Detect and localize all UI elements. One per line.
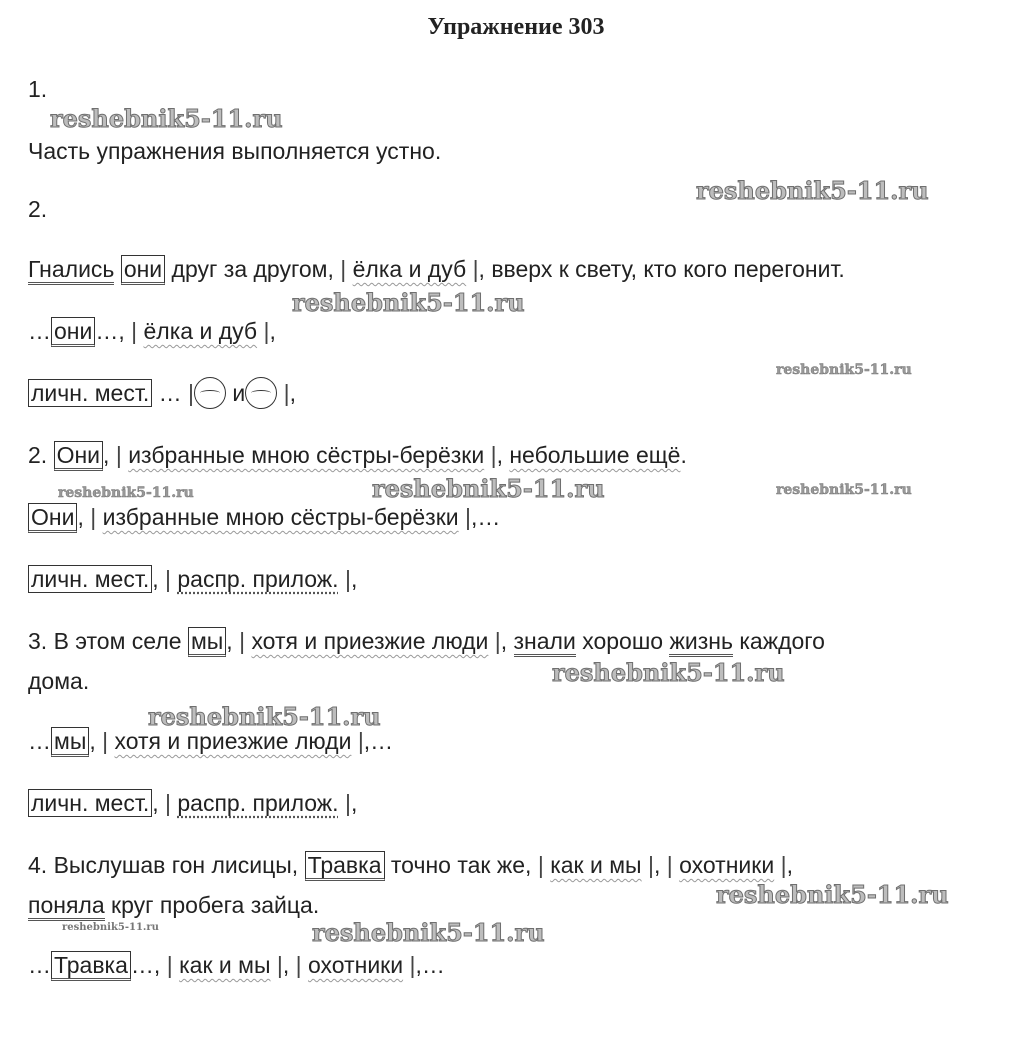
scheme-3b: личн. мест. , | распр. прилож. |, xyxy=(28,788,357,818)
watermark: reshebnik5-11.ru xyxy=(372,474,605,503)
watermark: reshebnik5-11.ru xyxy=(58,485,194,501)
subject: Они xyxy=(54,441,103,471)
sentence-4-line-2: поняла круг пробега зайца. xyxy=(28,890,319,920)
scheme-2b: личн. мест. , | распр. прилож. |, xyxy=(28,564,357,594)
subject: они xyxy=(121,255,165,285)
apposition: избранные мною сёстры-берёзки xyxy=(128,442,485,468)
part1-number: 1. xyxy=(28,76,48,102)
sentence-1: Гнались они друг за другом, | ёлка и дуб |, вверх к свету, кто кого перегонит. xyxy=(28,254,845,284)
subject: Они xyxy=(28,503,77,533)
watermark: reshebnik5-11.ru xyxy=(292,288,525,317)
noun-circle-icon xyxy=(245,377,277,409)
part1-text: Часть упражнения выполняется устно. xyxy=(28,138,442,164)
subject: Травка xyxy=(51,951,131,981)
predicate: Гнались xyxy=(28,256,114,285)
sentence-3-line-2: дома. xyxy=(28,668,90,694)
watermark: reshebnik5-11.ru xyxy=(62,922,159,933)
scheme-4a: … Травка …, | как и мы |, | охотники |,… xyxy=(28,950,445,980)
sentence-4: 4. Выслушав гон лисицы, Травка точно так же, | как и мы |, | охотники |, xyxy=(28,850,793,880)
subject: Травка xyxy=(305,851,385,881)
watermark: reshebnik5-11.ru xyxy=(148,702,381,731)
watermark: reshebnik5-11.ru xyxy=(776,482,912,498)
subject: мы xyxy=(188,627,226,657)
watermark: reshebnik5-11.ru xyxy=(312,918,545,947)
watermark: reshebnik5-11.ru xyxy=(50,104,283,133)
pos-label: личн. мест. xyxy=(28,379,152,407)
exercise-title: Упражнение 303 xyxy=(427,14,605,40)
sentence-2: 2. Они , | избранные мною сёстры-берёзки |, небольшие ещё. xyxy=(28,440,687,470)
scheme-2a: Они , | избранные мною сёстры-берёзки |,… xyxy=(28,502,500,532)
part2-number: 2. xyxy=(28,196,48,222)
scheme-1b: личн. мест. … | и |, xyxy=(28,378,296,411)
pos-label: личн. мест. xyxy=(28,789,152,817)
sentence-3: 3. В этом селе мы , | хотя и приезжие люди |, знали хорошо жизнь каждого xyxy=(28,626,825,656)
noun-circle-icon xyxy=(194,377,226,409)
scheme-1a: … они …, | ёлка и дуб |, xyxy=(28,316,276,346)
watermark: reshebnik5-11.ru xyxy=(716,880,949,909)
watermark: reshebnik5-11.ru xyxy=(552,658,785,687)
predicate: знали xyxy=(514,628,576,657)
apposition: ёлка и дуб xyxy=(352,256,467,282)
watermark: reshebnik5-11.ru xyxy=(696,176,929,205)
subject: они xyxy=(51,317,95,347)
pos-label: личн. мест. xyxy=(28,565,152,593)
apposition: хотя и приезжие люди xyxy=(251,628,489,654)
watermark: reshebnik5-11.ru xyxy=(776,362,912,378)
predicate: поняла xyxy=(28,892,105,921)
subject: мы xyxy=(51,727,89,757)
scheme-3a: … мы , | хотя и приезжие люди |,… xyxy=(28,726,393,756)
